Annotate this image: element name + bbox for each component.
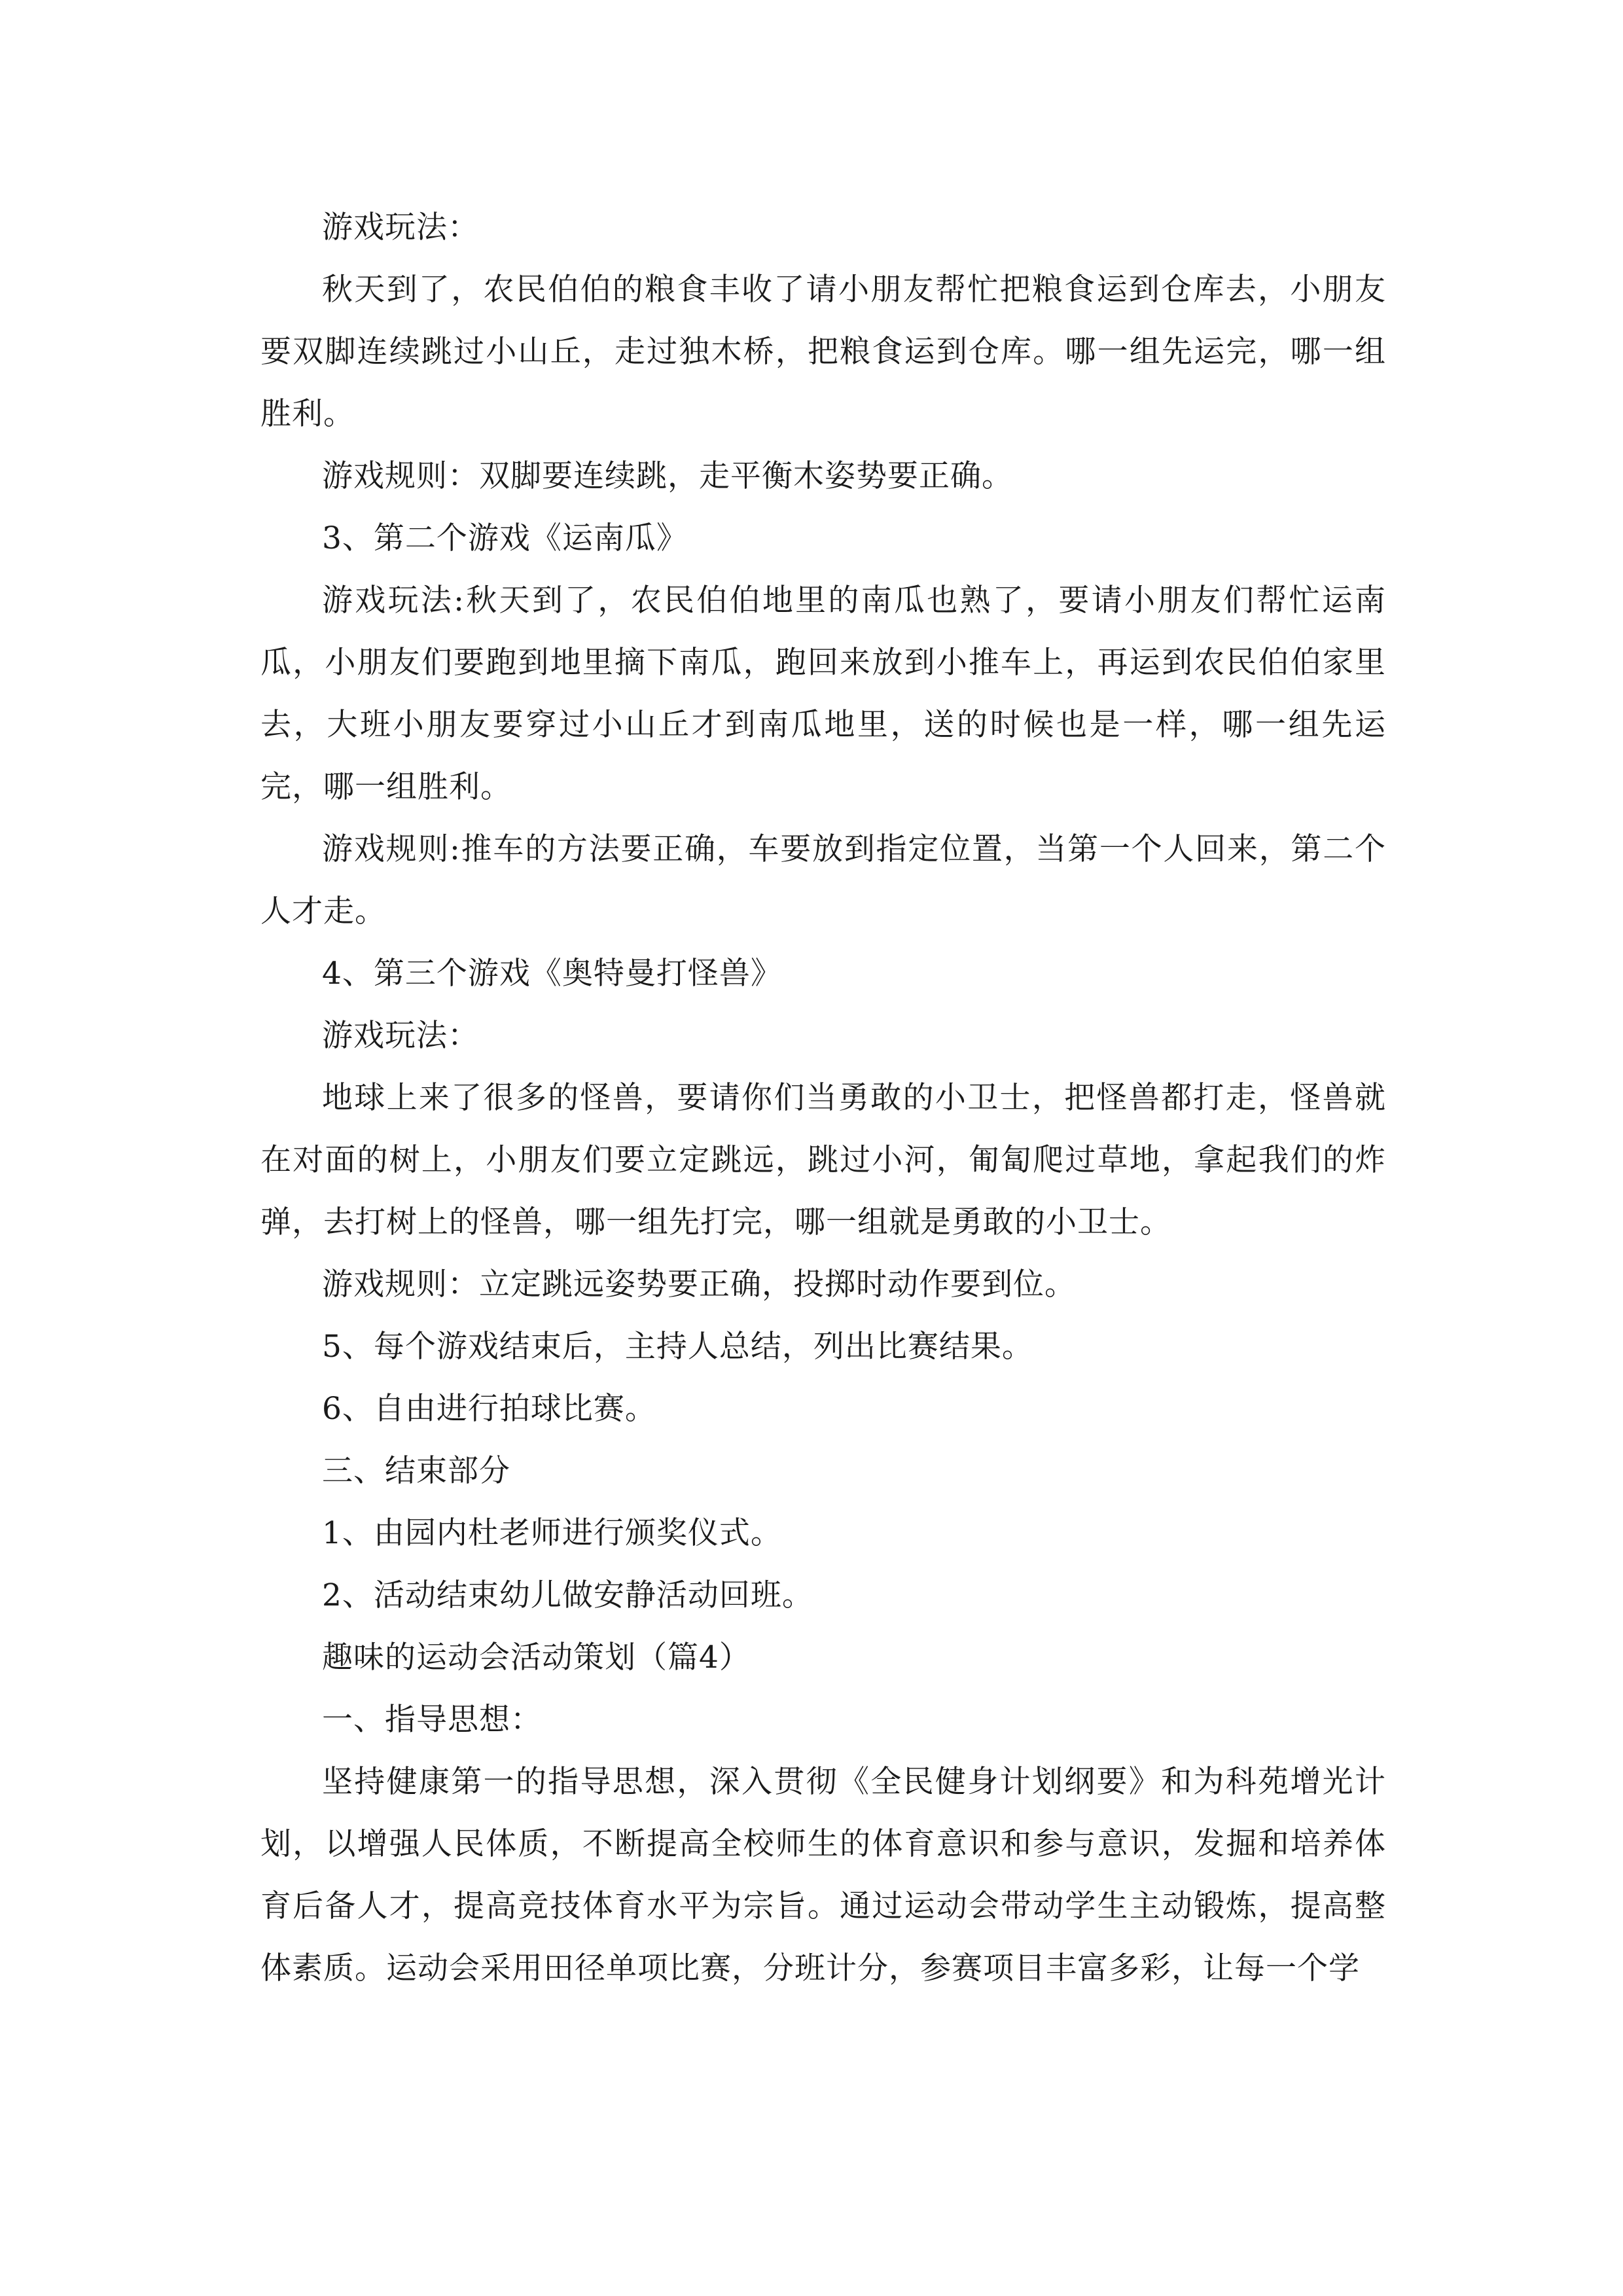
- paragraph-gameplay-heading-3: 游戏玩法：: [322, 1018, 479, 1054]
- paragraph-ending-item-2: 2、活动结束幼儿做安静活动回班。: [322, 1577, 813, 1613]
- paragraph-step-5: 5、每个游戏结束后，主持人总结，列出比赛结果。: [322, 1329, 1033, 1365]
- paragraph-gameplay-description-1: 秋天到了，农民伯伯的粮食丰收了请小朋友帮忙把粮食运到仓库去，小朋友要双脚连续跳过小山丘，走过独木桥，把粮食运到仓库。哪一组先运完，哪一组胜利。: [260, 272, 1386, 432]
- paragraph-article-title-part-4: 趣味的运动会活动策划（篇4）: [322, 1640, 751, 1676]
- paragraph-gameplay-description-2: 游戏玩法:秋天到了，农民伯伯地里的南瓜也熟了，要请小朋友们帮忙运南瓜，小朋友们要跑到地里摘下南瓜，跑回来放到小推车上，再运到农民伯伯家里去，大班小朋友要穿过小山丘才到南瓜地里，送的时候也是一样，哪一组先运完，哪一组胜利。: [260, 583, 1386, 805]
- paragraph-gameplay-heading-1: 游戏玩法：: [322, 209, 479, 245]
- paragraph-guiding-ideology-heading: 一、指导思想：: [322, 1702, 542, 1738]
- paragraph-game-rules-1: 游戏规则：双脚要连续跳，走平衡木姿势要正确。: [322, 458, 1013, 494]
- paragraph-ending-item-1: 1、由园内杜老师进行颁奖仪式。: [322, 1515, 782, 1551]
- paragraph-game-rules-3: 游戏规则：立定跳远姿势要正确，投掷时动作要到位。: [322, 1266, 1076, 1302]
- paragraph-section-ending: 三、结束部分: [322, 1453, 510, 1489]
- paragraph-second-game-title: 3、第二个游戏《运南瓜》: [322, 520, 688, 556]
- paragraph-guiding-ideology-body: 坚持健康第一的指导思想，深入贯彻《全民健身计划纲要》和为科苑增光计划，以增强人民体质，不断提高全校师生的体育意识和参与意识，发掘和培养体育后备人才，提高竞技体育水平为宗旨。通过运动会带动学生主动锻炼，提高整体素质。运动会采用田径单项比赛，分班计分，参赛项目丰富多彩，让每一个学: [260, 1764, 1386, 1986]
- paragraph-step-6: 6、自由进行拍球比赛。: [322, 1391, 656, 1427]
- paragraph-game-rules-2: 游戏规则:推车的方法要正确，车要放到指定位置，当第一个人回来，第二个人才走。: [260, 831, 1386, 929]
- paragraph-gameplay-description-3: 地球上来了很多的怪兽，要请你们当勇敢的小卫士，把怪兽都打走，怪兽就在对面的树上，小朋友们要立定跳远，跳过小河，匍匐爬过草地，拿起我们的炸弹，去打树上的怪兽，哪一组先打完，哪一组就是勇敢的小卫士。: [260, 1080, 1386, 1240]
- paragraph-third-game-title: 4、第三个游戏《奥特曼打怪兽》: [322, 956, 782, 992]
- document-body: [260, 196, 1386, 2000]
